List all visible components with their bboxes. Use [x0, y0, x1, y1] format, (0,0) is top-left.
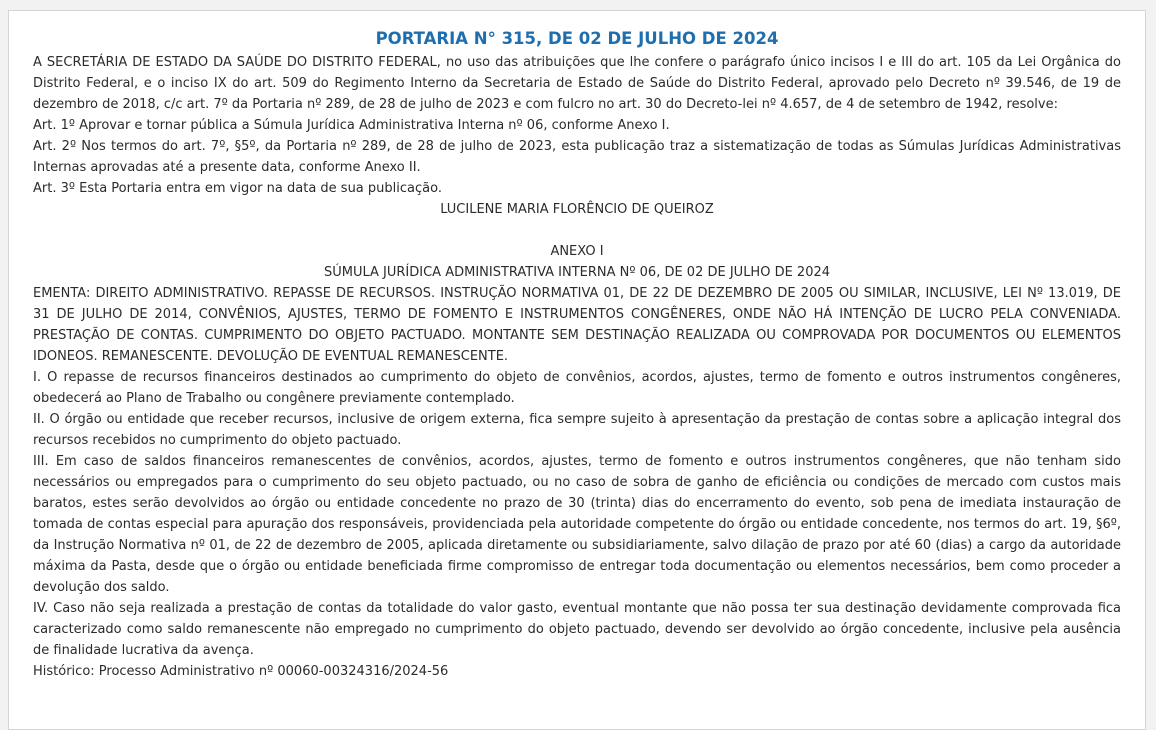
article-2: Art. 2º Nos termos do art. 7º, §5º, da Portaria nº 289, de 28 de julho de 2023, esta publicação traz a sistematização de todas as Súmulas Jurídicas Administrativas Internas aprovadas até a presente data, conforme Anexo II.: [33, 139, 1121, 175]
annex-item-4: IV. Caso não seja realizada a prestação de contas da totalidade do valor gasto, eventual montante que não possa ter sua destinação devidamente comprovada fica caracterizado como saldo remanescente não empregado no cumprimento do objeto pactuado, devendo ser devolvido ao órgão concedente, inclusive pela ausência de finalidade lucrativa da avença.: [33, 601, 1121, 658]
annex-item-3: III. Em caso de saldos financeiros remanescentes de convênios, acordos, ajustes, termo de fomento e outros instrumentos congêneres, que não tenham sido necessários ou empregados para o cumprimento do seu objeto pactuado, ou no caso de sobra de ganho de eficiência ou condições de mercado com custos mais baratos, estes serão devolvidos ao órgão ou entidade concedente no prazo de 30 (trinta) dias do encerramento do evento, sob pena de imediata instauração de tomada de contas especial para apuração dos responsáveis, providenciada pela autoridade competente do órgão ou entidade concedente, nos termos do art. 19, §6º, da Instrução Normativa nº 01, de 22 de dezembro de 2005, aplicada diretamente ou subsidiariamente, salvo dilação de prazo por até 60 (dias) a cargo da autoridade máxima da Pasta, desde que o órgão ou entidade beneficiada firme compromisso de entregar toda documentação ou elementos necessários, bem como proceder a devolução dos saldo.: [33, 454, 1121, 595]
document-page: [8, 10, 1146, 730]
document-title: PORTARIA N° 315, DE 02 DE JULHO DE 2024: [375, 29, 779, 48]
annex-heading: ANEXO I: [550, 244, 604, 259]
history: Histórico: Processo Administrativo nº 00060-00324316/2024-56: [33, 664, 449, 679]
preamble: A SECRETÁRIA DE ESTADO DA SAÚDE DO DISTRITO FEDERAL, no uso das atribuições que lhe confere o parágrafo único incisos I e III do art. 105 da Lei Orgânica do Distrito Federal, e o inciso IX do art. 509 do Regimento Interno da Secretaria de Estado de Saúde do Distrito Federal, aprovado pelo Decreto nº 39.546, de 19 de dezembro de 2018, c/c art. 7º da Portaria nº 289, de 28 de julho de 2023 e com fulcro no art. 30 do Decreto-lei nº 4.657, de 4 de setembro de 1942, resolve:: [33, 55, 1121, 112]
annex-subheading: SÚMULA JURÍDICA ADMINISTRATIVA INTERNA Nº 06, DE 02 DE JULHO DE 2024: [323, 265, 831, 280]
ementa: EMENTA: DIREITO ADMINISTRATIVO. REPASSE DE RECURSOS. INSTRUÇÃO NORMATIVA 01, DE 22 DE DEZEMBRO DE 2005 OU SIMILAR, INCLUSIVE, LEI Nº 13.019, DE 31 DE JULHO DE 2014, CONVÊNIOS, AJUSTES, TERMO DE FOMENTO E INSTRUMENTOS CONGÊNERES, ONDE NÃO HÁ INTENÇÃO DE LUCRO PELA CONVENIADA. PRESTAÇÃO DE CONTAS. CUMPRIMENTO DO OBJETO PACTUADO. MONTANTE SEM DESTINAÇÃO REALIZADA OU COMPROVADA POR DOCUMENTOS OU ELEMENTOS IDONEOS. REMANESCENTE. DEVOLUÇÃO DE EVENTUAL REMANESCENTE.: [33, 286, 1121, 364]
article-3: Art. 3º Esta Portaria entra em vigor na data de sua publicação.: [33, 181, 442, 196]
article-1: Art. 1º Aprovar e tornar pública a Súmula Jurídica Administrativa Interna nº 06, conforme Anexo I.: [33, 118, 670, 133]
document-content: [33, 26, 1121, 682]
annex-item-2: II. O órgão ou entidade que receber recursos, inclusive de origem externa, fica sempre sujeito à apresentação da prestação de contas sobre a aplicação integral dos recursos recebidos no cumprimento do objeto pactuado.: [33, 412, 1121, 448]
annex-item-1: I. O repasse de recursos financeiros destinados ao cumprimento do objeto de convênios, acordos, ajustes, termo de fomento e outros instrumentos congêneres, obedecerá ao Plano de Trabalho ou congênere previamente contemplado.: [33, 370, 1121, 406]
spacer: [33, 220, 1121, 241]
signature: LUCILENE MARIA FLORÊNCIO DE QUEIROZ: [440, 202, 714, 217]
